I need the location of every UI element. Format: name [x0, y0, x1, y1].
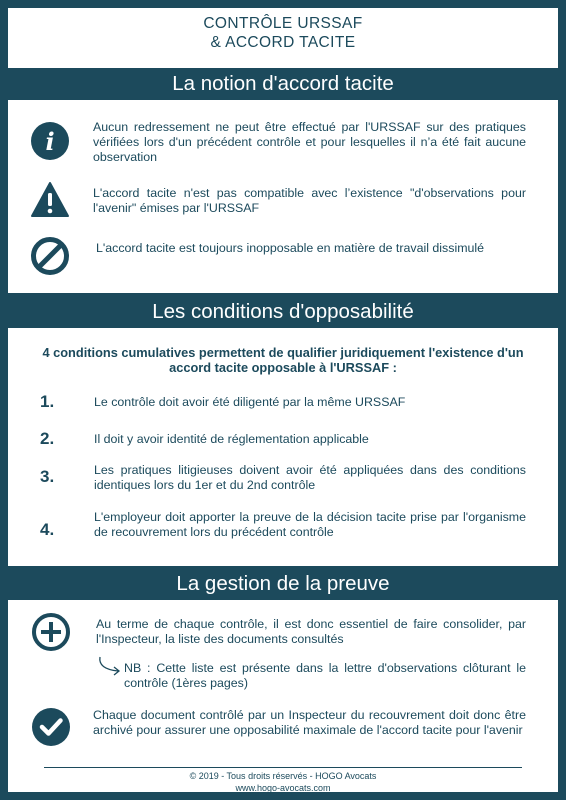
- page-title-line1: CONTRÔLE URSSAF: [203, 15, 363, 32]
- svg-text:i: i: [45, 127, 55, 156]
- warning-icon: [30, 180, 70, 220]
- footer-website[interactable]: www.hogo-avocats.com: [235, 783, 331, 793]
- info-icon: [30, 121, 70, 161]
- section1-heading: La notion d'accord tacite: [172, 72, 394, 95]
- condition-text: Le contrôle doit avoir été diligenté par la même URSSAF: [94, 395, 406, 409]
- page-title: [0, 14, 566, 52]
- plus-circle-icon: [31, 612, 71, 652]
- condition-number: 2.: [40, 429, 55, 448]
- check-circle-icon: [31, 707, 71, 747]
- condition-number: 4.: [40, 520, 55, 539]
- condition-number: 1.: [40, 392, 55, 411]
- section3-note-text: NB : Cette liste est présente dans la lettre d'observations clôturant le contrôle (1ères pages): [124, 661, 526, 690]
- conditions-intro: 4 conditions cumulatives permettent de qualifier juridiquement l'existence d'un accord tacite opposable à l'URSSAF :: [42, 345, 524, 375]
- section1-item-3-text: L'accord tacite est toujours inopposable en matière de travail dissimulé: [96, 241, 485, 255]
- footer-divider: [44, 767, 522, 768]
- condition-text: L'employeur doit apporter la preuve de la décision tacite prise par l'organisme de recouvrement lors du précédent contrôle: [94, 510, 526, 539]
- section2-heading: Les conditions d'opposabilité: [152, 300, 414, 323]
- section3-heading: La gestion de la preuve: [176, 572, 390, 595]
- prohibited-icon: [30, 236, 70, 276]
- condition-number: 3.: [40, 467, 55, 486]
- page-title-line2: & ACCORD TACITE: [210, 34, 356, 51]
- section3-item-1-text: Au terme de chaque contrôle, il est donc essentiel de faire consolider, par l'Inspecteur, la liste des documents consultés: [96, 617, 526, 646]
- condition-text: Les pratiques litigieuses doivent avoir été appliquées dans des conditions identiques lors du 1er et du 2nd contrôle: [94, 463, 526, 492]
- section1-item-1-text: Aucun redressement ne peut être effectué par l'URSSAF sur des pratiques vérifiées lors d'un précédent contrôle et pour lesquelles il n’a été fait aucune observation: [93, 120, 526, 164]
- footer-copyright: © 2019 - Tous droits réservés - HOGO Avocats: [189, 771, 377, 781]
- section3-item-2-text: Chaque document contrôlé par un Inspecteur du recouvrement doit donc être archivé pour assurer une opposabilité maximale de l'accord tacite pour l'avenir: [93, 708, 526, 737]
- condition-text: Il doit y avoir identité de réglementation applicable: [94, 432, 369, 446]
- section1-item-2-text: L'accord tacite n'est pas compatible avec l’existence "d'observations pour l'avenir" émises par l'URSSAF: [93, 186, 526, 215]
- curved-arrow-icon: [96, 655, 126, 681]
